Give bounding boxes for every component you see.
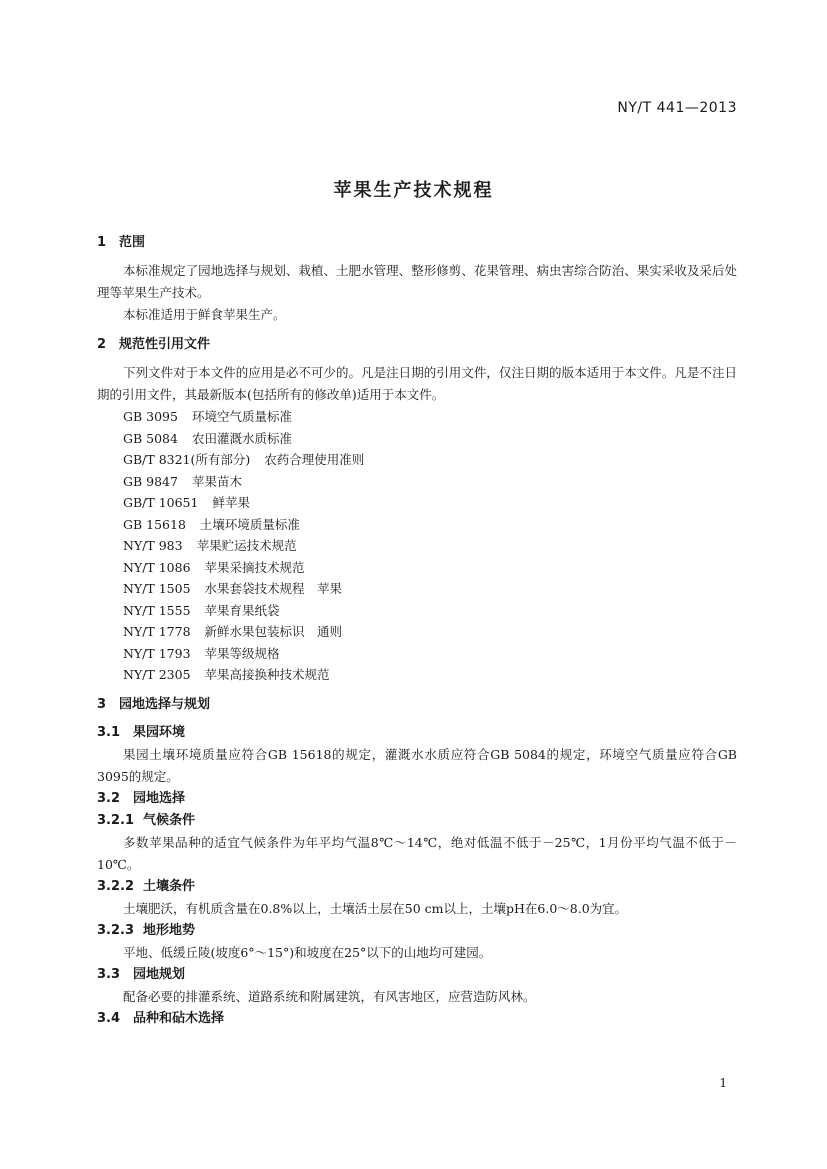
reference-title: 苹果高接换种技术规范 <box>204 667 330 682</box>
orchard-environment-text: 果园土壤环境质量应符合GB 15618的规定，灌溉水水质应符合GB 5084的规定，环境空气质量应符合GB 3095的规定。 <box>97 746 737 784</box>
reference-item <box>97 428 737 450</box>
reference-code: GB 9847 <box>123 473 178 489</box>
reference-code: GB 5084 <box>123 430 178 446</box>
reference-title: 苹果等级规格 <box>204 645 280 661</box>
reference-item <box>97 578 737 600</box>
subsection-heading-climate <box>97 810 737 832</box>
subsection-title: 园地规划 <box>133 966 186 982</box>
subsection-title: 地形地势 <box>143 922 196 938</box>
section-heading-scope <box>97 232 737 254</box>
reference-title: 苹果采摘技术规范 <box>204 559 305 575</box>
section-number: 2 <box>97 337 107 352</box>
section-title: 规范性引用文件 <box>119 337 211 352</box>
document-body <box>97 232 737 1030</box>
site-planning-text: 配备必要的排灌系统、道路系统和附属建筑，有风害地区，应营造防风林。 <box>123 988 536 1004</box>
reference-item <box>97 535 737 557</box>
subsection-number: 3.3 <box>97 966 121 982</box>
reference-title: 苹果贮运技术规范 <box>196 538 297 553</box>
subsection-heading-site-choice <box>97 788 737 810</box>
reference-item <box>97 406 737 428</box>
reference-code: NY/T 1555 <box>123 602 191 618</box>
reference-title: 农田灌溉水质标准 <box>191 430 292 446</box>
subsection-heading-site-planning <box>97 964 737 986</box>
subsection-heading-orchard-environment <box>97 722 737 744</box>
subsection-heading-variety-rootstock <box>97 1008 737 1030</box>
reference-item <box>97 643 737 665</box>
reference-code: GB/T 10651 <box>123 495 199 510</box>
subsection-number: 3.2.1 <box>97 812 135 828</box>
page-number: 1 <box>719 1076 727 1090</box>
reference-code: NY/T 1505 <box>123 581 191 596</box>
section-title: 范围 <box>119 235 146 250</box>
subsection-number: 3.4 <box>97 1010 121 1026</box>
reference-item <box>97 600 737 622</box>
reference-code: NY/T 2305 <box>123 667 191 682</box>
section-heading-normative-references <box>97 334 737 356</box>
reference-item <box>97 449 737 471</box>
reference-title: 鲜苹果 <box>212 495 250 510</box>
subsection-title: 果园环境 <box>133 724 186 740</box>
soil-text: 土壤肥沃，有机质含量在0.8%以上，土壤活土层在50 cm以上，土壤pH在6.0～8.0为宜。 <box>123 900 628 916</box>
reference-code: NY/T 1793 <box>123 645 191 661</box>
reference-item <box>97 514 737 536</box>
subsection-number: 3.2.2 <box>97 878 135 894</box>
section-number: 3 <box>97 696 107 712</box>
subsection-title: 气候条件 <box>143 812 196 828</box>
climate-text: 多数苹果品种的适宜气候条件为年平均气温8℃～14℃，绝对低温不低于－25℃，1月份平均气温不低于－10℃。 <box>97 834 737 872</box>
reference-list <box>97 406 737 686</box>
reference-code: NY/T 983 <box>123 538 183 553</box>
reference-title: 水果套袋技术规程 苹果 <box>204 581 343 596</box>
subsection-heading-soil <box>97 876 737 898</box>
document-title: 苹果生产技术规程 <box>333 180 494 201</box>
reference-item <box>97 492 737 514</box>
reference-title: 农药合理使用准则 <box>264 452 365 467</box>
reference-title: 新鲜水果包装标识 通则 <box>204 624 343 639</box>
subsection-number: 3.2.3 <box>97 922 135 938</box>
subsection-heading-terrain <box>97 920 737 942</box>
subsection-title: 土壤条件 <box>143 878 196 894</box>
reference-title: 土壤环境质量标准 <box>199 516 300 532</box>
reference-code: GB/T 8321(所有部分) <box>123 452 251 467</box>
reference-code: NY/T 1778 <box>123 624 191 639</box>
section-title: 园地选择与规划 <box>119 696 211 712</box>
section-number: 1 <box>97 235 107 250</box>
subsection-title: 园地选择 <box>133 790 186 806</box>
references-intro: 下列文件对于本文件的应用是必不可少的。凡是注日期的引用文件，仅注日期的版本适用于本文件。凡是不注日期的引用文件，其最新版本(包括所有的修改单)适用于本文件。 <box>97 365 737 402</box>
scope-paragraph-2: 本标准适用于鲜食苹果生产。 <box>123 307 286 322</box>
subsection-number: 3.1 <box>97 724 121 740</box>
standard-number: NY/T 441—2013 <box>617 100 737 116</box>
subsection-title: 品种和砧木选择 <box>133 1010 225 1026</box>
reference-title: 环境空气质量标准 <box>191 409 292 424</box>
reference-title: 苹果育果纸袋 <box>204 602 280 618</box>
reference-item <box>97 621 737 643</box>
reference-code: GB 3095 <box>123 409 178 424</box>
reference-item <box>97 557 737 579</box>
reference-code: NY/T 1086 <box>123 559 191 575</box>
reference-item <box>97 664 737 686</box>
section-heading-site-selection <box>97 694 737 716</box>
scope-paragraph-1: 本标准规定了园地选择与规划、栽植、土肥水管理、整形修剪、花果管理、病虫害综合防治、果实采收及采后处理等苹果生产技术。 <box>97 263 737 300</box>
reference-title: 苹果苗木 <box>191 473 242 489</box>
subsection-number: 3.2 <box>97 790 121 806</box>
reference-item <box>97 471 737 493</box>
terrain-text: 平地、低缓丘陵(坡度6°～15°)和坡度在25°以下的山地均可建园。 <box>123 944 492 960</box>
reference-code: GB 15618 <box>123 516 186 532</box>
